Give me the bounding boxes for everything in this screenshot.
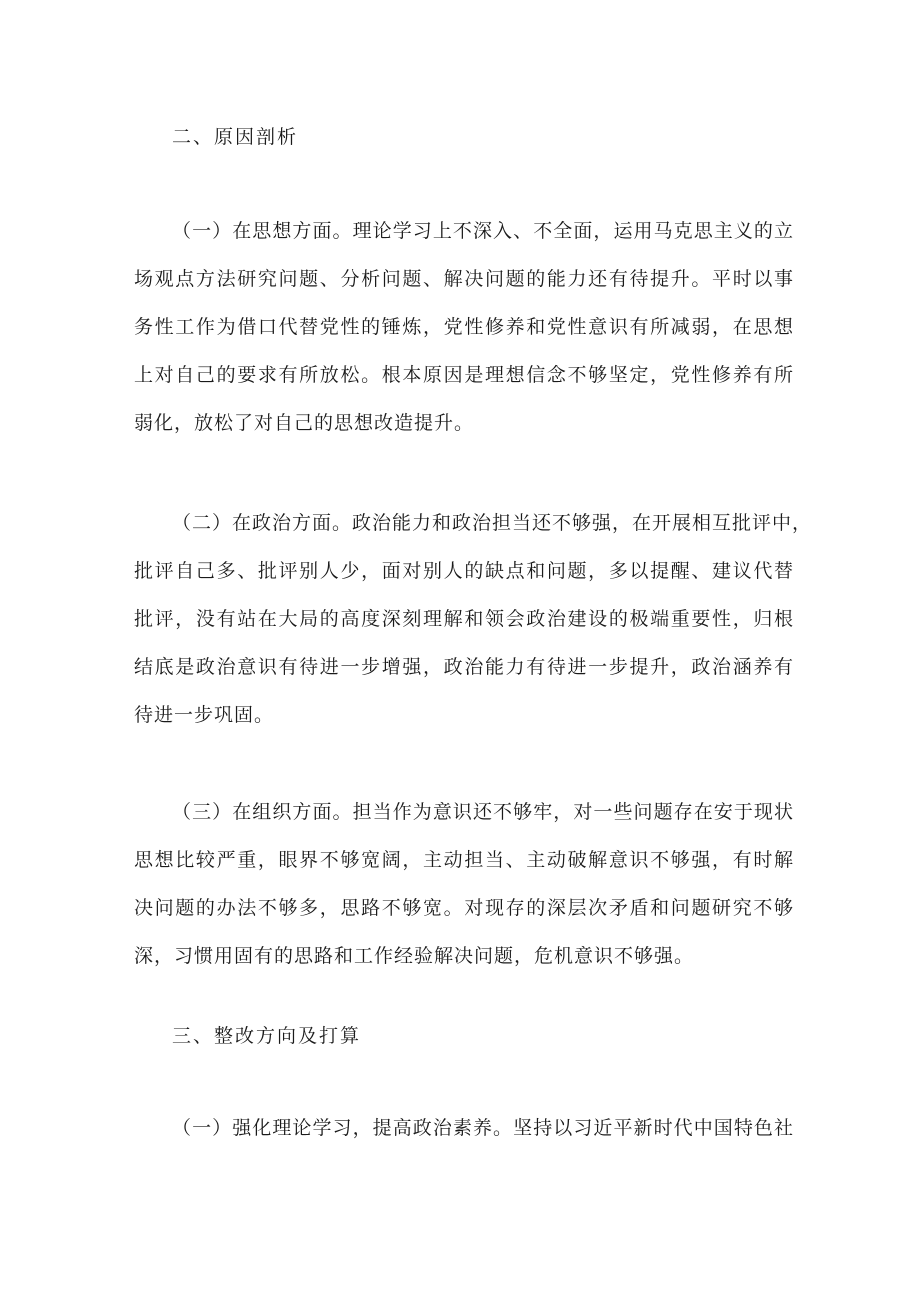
paragraph-line: 深，习惯用固有的思路和工作经验解决问题，危机意识不够强。 — [134, 945, 695, 967]
paragraph-line: （一）在思想方面。理论学习上不深入、不全面，运用马克思主义的立 — [172, 220, 794, 242]
paragraph-ideology — [134, 216, 794, 456]
paragraph-line: 思想比较严重，眼界不够宽阔，主动担当、主动破解意识不够强，有时解 — [134, 849, 794, 871]
paragraph-line: 弱化，放松了对自己的思想改造提升。 — [134, 412, 475, 434]
paragraph-line: （三）在组织方面。担当作为意识还不够牢，对一些问题存在安于现状 — [172, 801, 794, 823]
paragraph-politics — [134, 508, 813, 748]
section-heading-rectification: 三、整改方向及打算 — [172, 1025, 362, 1047]
paragraph-line: 场观点方法研究问题、分析问题、解决问题的能力还有待提升。平时以事 — [134, 268, 794, 290]
section-heading-cause-analysis: 二、原因剖析 — [172, 126, 299, 148]
paragraph-line: （一）强化理论学习，提高政治素养。坚持以习近平新时代中国特色社 — [172, 1117, 794, 1139]
paragraph-line: 决问题的办法不够多，思路不够宽。对现存的深层次矛盾和问题研究不够 — [134, 897, 794, 919]
paragraph-line: 务性工作为借口代替党性的锤炼，党性修养和党性意识有所减弱，在思想 — [134, 316, 794, 338]
paragraph-line: （二）在政治方面。政治能力和政治担当还不够强，在开展相互批评中， — [172, 512, 813, 534]
paragraph-line: 待进一步巩固。 — [134, 704, 275, 726]
paragraph-line: 批评自己多、批评别人少，面对别人的缺点和问题，多以提醒、建议代替 — [134, 560, 794, 582]
paragraph-line: 上对自己的要求有所放松。根本原因是理想信念不够坚定，党性修养有所 — [134, 364, 794, 386]
paragraph-organization — [134, 797, 794, 989]
paragraph-line: 批评，没有站在大局的高度深刻理解和领会政治建设的极端重要性，归根 — [134, 608, 794, 630]
paragraph-theory-study — [134, 1113, 794, 1161]
paragraph-line: 结底是政治意识有待进一步增强，政治能力有待进一步提升，政治涵养有 — [134, 656, 794, 678]
